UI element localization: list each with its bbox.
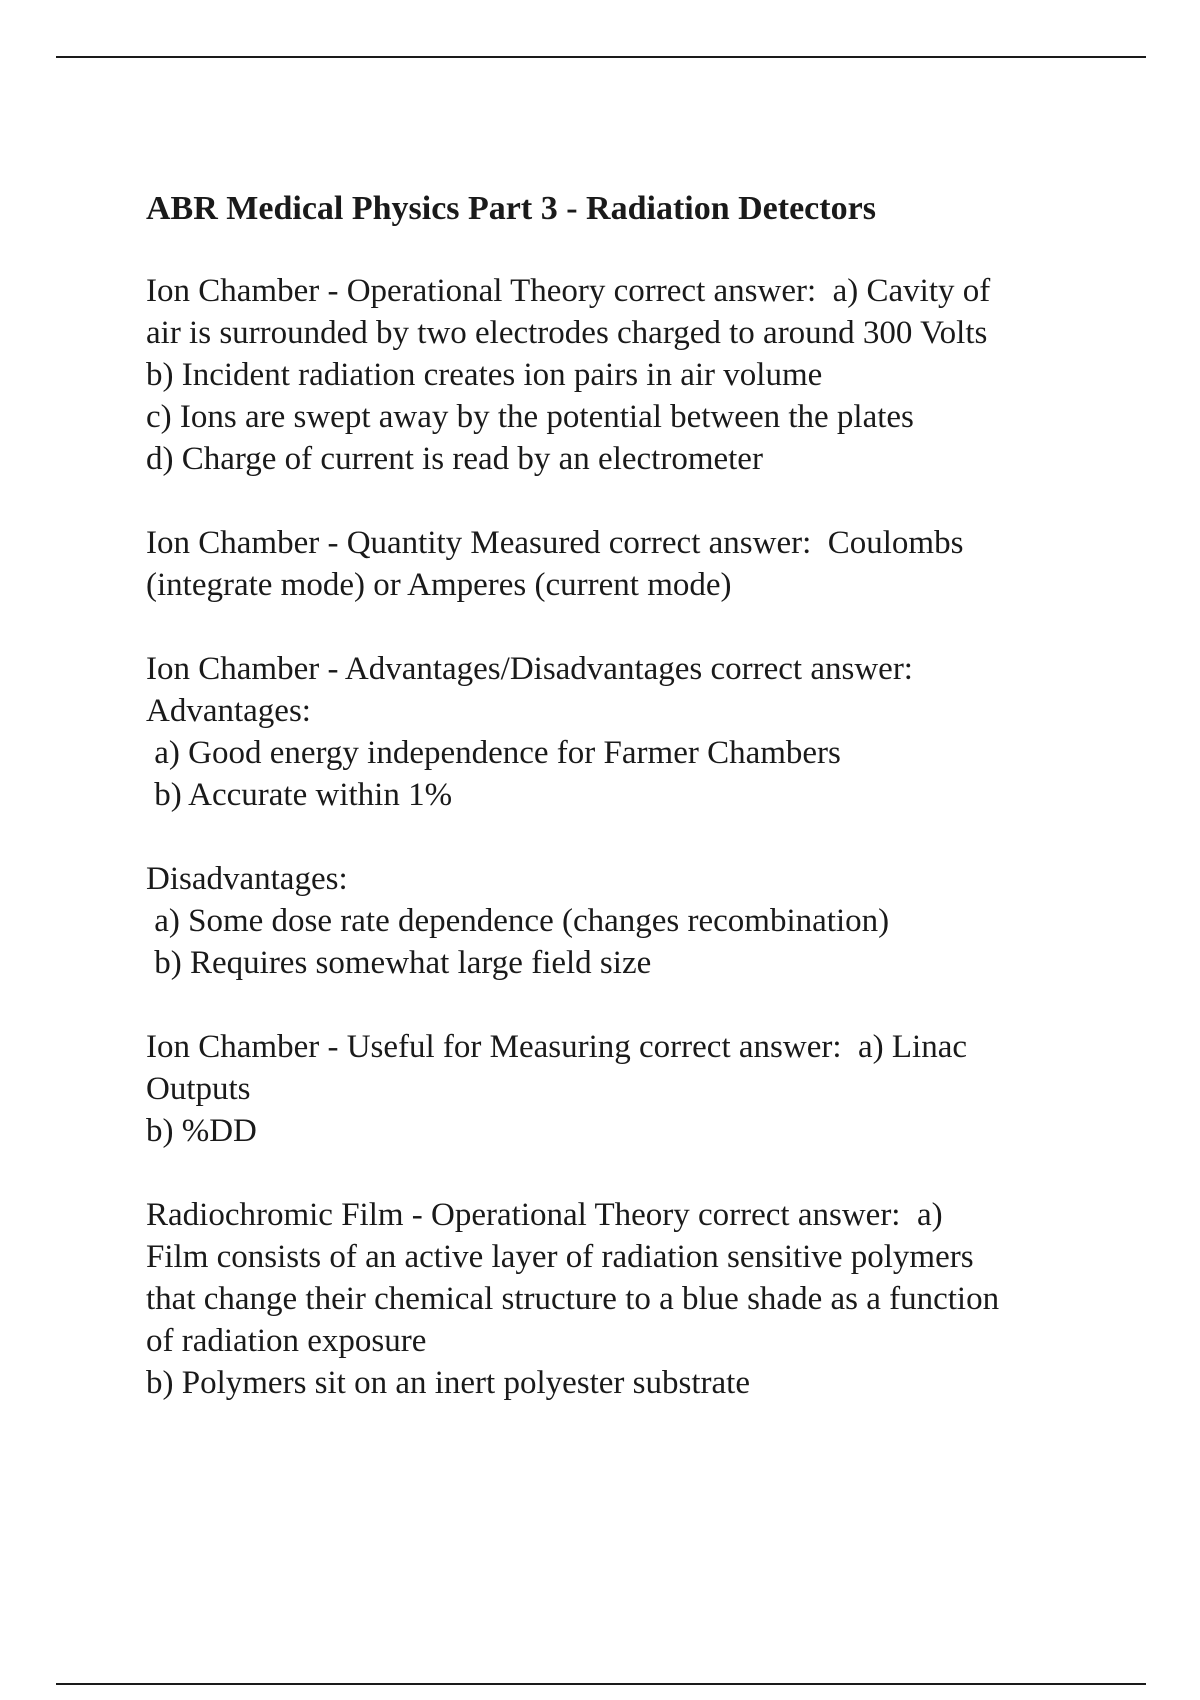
text-line: Ion Chamber - Useful for Measuring correct answer: a) Linac [146, 1029, 968, 1065]
text-line: a) Some dose rate dependence (changes recombination) [146, 903, 890, 939]
text-line: Disadvantages: [146, 861, 348, 897]
text-line: b) Incident radiation creates ion pairs in air volume [146, 357, 823, 393]
text-line: b) %DD [146, 1113, 257, 1149]
text-line: (integrate mode) or Amperes (current mode) [146, 567, 732, 603]
top-rule [56, 56, 1146, 58]
text-line: Ion Chamber - Quantity Measured correct answer: Coulombs [146, 525, 964, 561]
document-title: ABR Medical Physics Part 3 - Radiation Detectors [146, 190, 876, 227]
paragraph-gap [146, 1152, 1106, 1194]
text-line: Outputs [146, 1071, 251, 1107]
bottom-rule [56, 1683, 1146, 1685]
text-line: Advantages: [146, 693, 311, 729]
paragraph-gap [146, 480, 1106, 522]
text-line: Film consists of an active layer of radiation sensitive polymers [146, 1239, 974, 1275]
text-line: Ion Chamber - Operational Theory correct answer: a) Cavity of [146, 273, 991, 309]
text-line: that change their chemical structure to a blue shade as a function [146, 1281, 1000, 1317]
paragraph-gap [146, 606, 1106, 648]
text-line: Radiochromic Film - Operational Theory correct answer: a) [146, 1197, 943, 1233]
paragraph-gap [146, 984, 1106, 1026]
text-line: Ion Chamber - Advantages/Disadvantages correct answer: [146, 651, 913, 687]
text-line: b) Requires somewhat large field size [146, 945, 652, 981]
text-line: b) Accurate within 1% [146, 777, 453, 813]
text-line: b) Polymers sit on an inert polyester substrate [146, 1365, 750, 1401]
text-line: air is surrounded by two electrodes charged to around 300 Volts [146, 315, 988, 351]
paragraph-gap [146, 816, 1106, 858]
document-body [146, 188, 1106, 1404]
text-line: of radiation exposure [146, 1323, 427, 1359]
document-text [146, 270, 1106, 1404]
text-line: d) Charge of current is read by an electrometer [146, 441, 763, 477]
text-line: c) Ions are swept away by the potential between the plates [146, 399, 914, 435]
text-line: a) Good energy independence for Farmer Chambers [146, 735, 841, 771]
